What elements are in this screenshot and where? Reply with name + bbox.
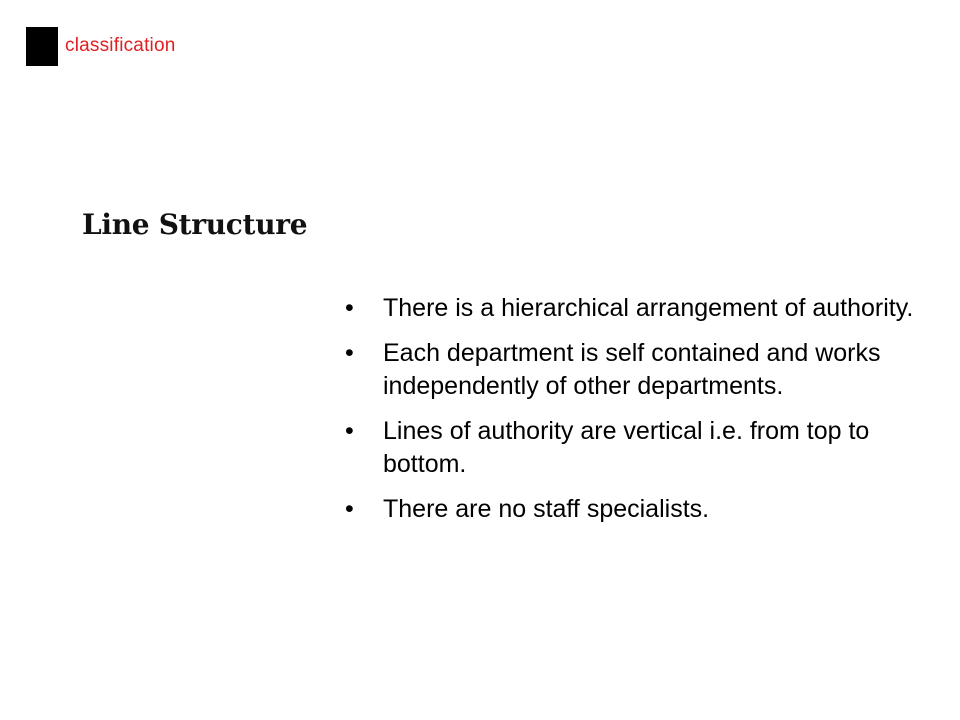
bullet-text: There is a hierarchical arrangement of authority.	[383, 294, 914, 322]
section-label: classification	[65, 35, 176, 56]
bullet-text: There are no staff specialists.	[383, 495, 710, 523]
bullet-icon: •	[345, 417, 354, 445]
bullet-item	[345, 415, 935, 481]
bullet-icon: •	[345, 495, 354, 523]
bullet-list	[345, 292, 935, 538]
header-accent-block	[26, 27, 58, 66]
bullet-text: Lines of authority are vertical i.e. from top to bottom.	[383, 417, 870, 478]
bullet-text: Each department is self contained and works independently of other departments.	[383, 339, 881, 400]
bullet-icon: •	[345, 339, 354, 367]
slide-title: Line Structure	[82, 208, 308, 241]
bullet-item	[345, 493, 935, 526]
bullet-item	[345, 292, 935, 325]
bullet-item	[345, 337, 935, 403]
bullet-icon: •	[345, 294, 354, 322]
